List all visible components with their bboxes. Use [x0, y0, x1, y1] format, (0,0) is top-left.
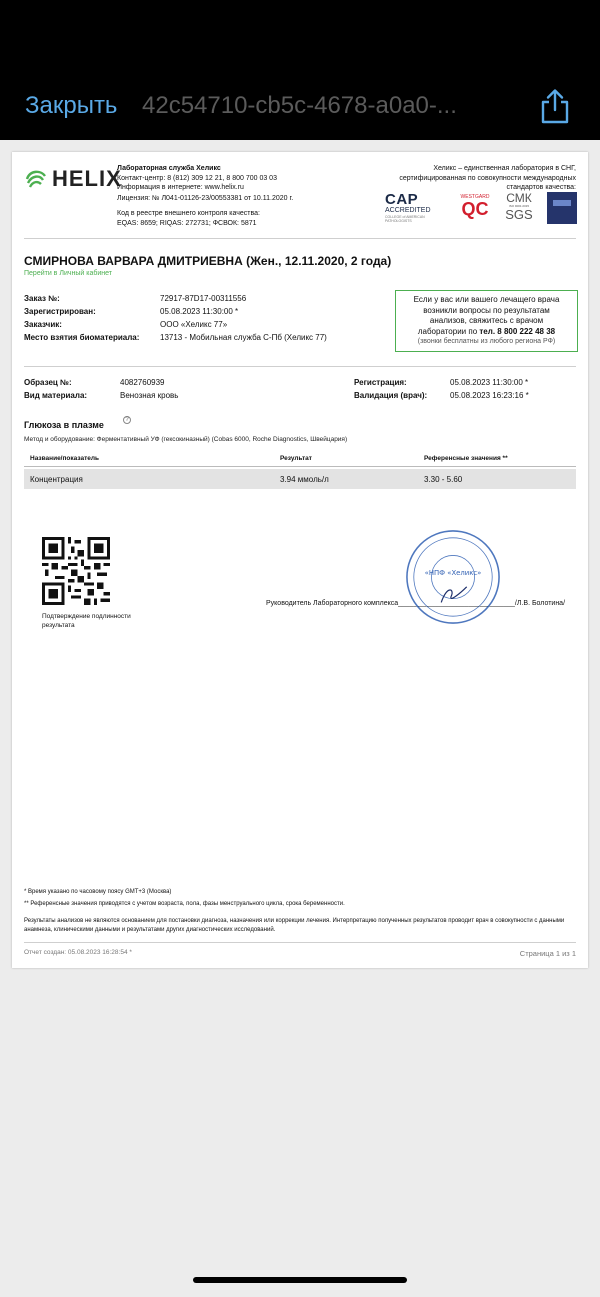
order-label: Зарегистрирован:	[24, 307, 96, 316]
share-icon[interactable]	[538, 88, 572, 124]
sgs-cmk: СМК	[506, 191, 532, 205]
registration-label: Регистрация:	[354, 378, 407, 387]
sample-number-value: 4082760939	[120, 378, 165, 387]
registry-codes: EQAS: 8659; RIQAS: 272731; ФСВОК: 5871	[117, 219, 257, 227]
home-indicator[interactable]	[193, 1277, 407, 1283]
test-method: Метод и оборудование: Ферментативный УФ (гексокиназный) (Cobas 6000, Roche Diagnostics, Швейцария)	[24, 436, 348, 443]
sgs-label: SGS	[505, 207, 533, 222]
reference-range: 3.30 - 5.60	[424, 475, 463, 484]
top-bar	[0, 0, 600, 140]
badge-stripe	[553, 200, 571, 206]
close-button[interactable]: Закрыть	[25, 92, 118, 119]
registry-title: Код в реестре внешнего контроля качества:	[117, 210, 260, 217]
validation-label: Валидация (врач):	[354, 391, 428, 400]
license: Лицензия: № Л041-01126-23/00553381 от 10.11.2020 г.	[117, 195, 294, 202]
results-header	[24, 455, 576, 467]
signature-scribble	[441, 587, 466, 603]
document-viewer[interactable]	[0, 140, 600, 1297]
order-value: 13713 - Мобильная служба С-Пб (Хеликс 77)	[160, 333, 327, 342]
certification-claim: Хеликс – единственная лаборатория в СНГ, сертифицированная по совокупности международных стандартов качества:	[399, 165, 576, 191]
order-label: Заказ №:	[24, 294, 60, 303]
sgs-iso: ISO 9001:2015	[508, 204, 530, 208]
result-page	[12, 152, 588, 968]
cap-subtitle: ACCREDITED	[385, 207, 431, 214]
report-created: Отчет создан: 05.08.2023 16:28:54 *	[24, 949, 132, 956]
contact-line: Если у вас или вашего лечащего врача	[413, 295, 560, 304]
certification-badges	[385, 190, 577, 226]
document-title: 42c54710-cb5c-4678-a0a0-...	[142, 92, 457, 119]
lab-stamp	[404, 528, 502, 626]
timezone-note: * Время указано по часовому поясу GMT+3 (Москва)	[24, 889, 172, 895]
registration-value: 05.08.2023 11:30:00 *	[450, 378, 529, 387]
page-number: Страница 1 из 1	[519, 949, 576, 958]
stamp-text: «НПФ «Хеликс»	[424, 569, 482, 578]
contact-free-note: (звонки бесплатны из любого региона РФ)	[417, 338, 556, 345]
westgard-label: WESTGARD	[460, 194, 490, 200]
patient-name: СМИРНОВА ВАРВАРА ДМИТРИЕВНА (Жен., 12.11.2020, 2 года)	[24, 254, 392, 268]
personal-cabinet-link[interactable]: Перейти в Личный кабинет	[24, 270, 113, 277]
contact-prefix: лаборатории по	[417, 326, 478, 336]
lab-head-signature-line: Руководитель Лабораторного комплекса______________________________/Л.В. Болотина/	[266, 600, 566, 607]
cap-caption: COLLEGE of AMERICAN PATHOLOGISTS	[385, 215, 425, 223]
lab-contacts	[117, 164, 317, 193]
qr-code[interactable]	[42, 537, 110, 605]
order-value: 05.08.2023 11:30:00 *	[160, 307, 239, 316]
website: Информация в интернете: www.helix.ru	[117, 184, 244, 191]
order-divider	[24, 366, 576, 367]
contact-center: Контакт-центр: 8 (812) 309 12 21, 8 800 700 03 03	[117, 174, 277, 182]
test-title: Глюкоза в плазме	[24, 420, 104, 430]
header-divider	[24, 238, 576, 239]
doctor-contact-box	[395, 290, 578, 352]
help-icon[interactable]: ?	[123, 416, 131, 424]
global-quality-badge	[547, 192, 577, 224]
column-header: Результат	[280, 455, 312, 462]
validation-value: 05.08.2023 16:23:16 *	[450, 391, 529, 400]
result-name: Концентрация	[30, 475, 83, 484]
material-label: Вид материала:	[24, 391, 88, 400]
sample-number-label: Образец №:	[24, 378, 72, 387]
footer-divider	[24, 942, 576, 943]
helix-logo-text: HELIX	[52, 166, 122, 191]
cap-badge	[385, 192, 443, 223]
lab-head-title: Руководитель Лабораторного комплекса	[266, 600, 399, 607]
order-label: Место взятия биоматериала:	[24, 333, 140, 342]
contact-phone-line	[396, 327, 577, 338]
disclaimer: Результаты анализов не являются основанием для постановки диагноза, назначения или коррекции лечения. Интерпретацию полученных результатов проводит врач в совокупности с данными анамнеза, клиническими данными и результатами других диагностических исследований.	[24, 918, 565, 933]
column-header: Референсные значения **	[424, 455, 508, 462]
contact-line: анализов, свяжитесь с врачом	[429, 316, 544, 325]
column-header: Название/показатель	[30, 455, 100, 462]
result-value: 3.94 ммоль/л	[280, 475, 329, 484]
order-value: ООО «Хеликс 77»	[160, 320, 228, 329]
order-value: 72917-87D17-00311556	[160, 294, 247, 303]
material-value: Венозная кровь	[120, 391, 179, 400]
cap-title: CAP	[385, 191, 419, 208]
qr-caption: Подтверждение подлинности результата	[42, 613, 131, 629]
lab-name: Лабораторная служба Хеликс	[117, 165, 221, 172]
reference-note: ** Референсные значения приводятся с учетом возраста, пола, фазы менструального цикла, срока беременности.	[24, 901, 345, 907]
order-label: Заказчик:	[24, 320, 62, 329]
qc-label: QC	[461, 199, 489, 219]
contact-line: возникли вопросы по результатам	[423, 305, 550, 315]
lab-head-name: /Л.В. Болотина/	[514, 600, 566, 607]
helix-logo	[24, 166, 122, 192]
table-row	[24, 469, 576, 489]
quality-registry	[117, 209, 337, 228]
helix-logo-icon	[24, 168, 48, 190]
westgard-qc-badge	[457, 194, 493, 218]
sgs-badge	[505, 192, 533, 222]
contact-phone[interactable]: тел. 8 800 222 48 38	[479, 326, 556, 336]
